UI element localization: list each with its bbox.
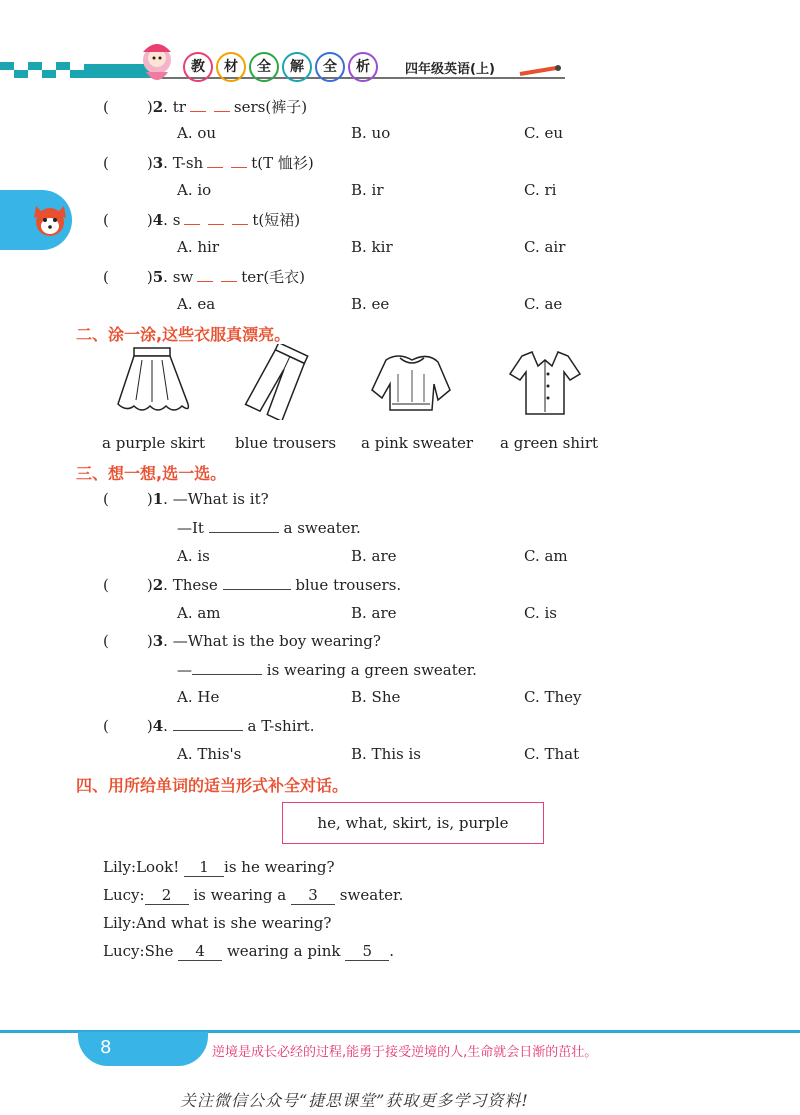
option-b: B. are (351, 547, 397, 565)
part3-question-1: ( )1. —What is it? (103, 490, 269, 508)
part4-title: 四、用所给单词的适当形式补全对话。 (76, 776, 349, 795)
answer-paren-close: ) (146, 154, 153, 172)
question-number: 5 (152, 268, 164, 286)
part3-title: 三、想一想,选一选。 (76, 464, 227, 483)
side-tab (0, 190, 72, 250)
answer-paren-open: ( (103, 98, 109, 116)
page-number-tab (78, 1032, 208, 1066)
option-a: A. is (177, 547, 210, 565)
option-a: A. He (177, 688, 220, 706)
book-title-char-3: 全 (249, 52, 279, 82)
option-a: A. io (177, 181, 212, 199)
option-b: B. This is (351, 745, 421, 763)
page-header (0, 40, 800, 90)
question-number: 1 (152, 490, 164, 508)
answer-paren-open: ( (103, 268, 109, 286)
word-prefix: sw (172, 268, 194, 286)
page-number: 8 (100, 1037, 112, 1058)
answer-paren-close: ) (146, 98, 153, 116)
grade-label: 四年级英语(上) (405, 62, 495, 77)
option-a: A. ea (177, 295, 216, 313)
answer-paren[interactable]: ( (103, 490, 109, 508)
word-prefix: T-sh (172, 154, 204, 172)
option-c: C. am (524, 547, 568, 565)
word-suffix: t(T 恤衫) (251, 154, 314, 172)
blank-letter[interactable] (214, 99, 230, 112)
question-number: 2 (152, 576, 164, 594)
question-text-end: a T-shirt. (247, 717, 315, 735)
blank-letter[interactable] (184, 212, 200, 225)
word-box: he, what, skirt, is, purple (282, 802, 544, 844)
option-c: C. ri (524, 181, 557, 199)
book-title-char-1: 教 (183, 52, 213, 82)
dialogue-text: . (389, 942, 395, 960)
word-suffix: t(短裙) (252, 211, 301, 229)
book-title-char-5: 全 (315, 52, 345, 82)
question-number: 3 (152, 154, 164, 172)
question-number: 4 (152, 211, 164, 229)
option-c: C. eu (524, 124, 564, 142)
dialogue-line-4 (103, 942, 394, 961)
answer-paren-close: ) (146, 268, 153, 286)
blank-letter[interactable] (207, 155, 223, 168)
header-decoration (0, 40, 800, 90)
answer-blank[interactable] (192, 660, 262, 675)
question-number: 4 (152, 717, 164, 735)
question-text: . —What is the boy wearing? (163, 632, 381, 650)
option-a: A. hir (177, 238, 219, 256)
blank-letter[interactable] (231, 155, 247, 168)
answer-paren-open: ( (103, 211, 109, 229)
dialogue-text: Look! (136, 858, 180, 876)
option-c: C. is (524, 604, 557, 622)
option-a: A. This's (177, 745, 242, 763)
option-b: B. ir (351, 181, 384, 199)
answer-paren[interactable]: ( (103, 576, 109, 594)
blank-letter[interactable] (232, 212, 248, 225)
option-b: B. are (351, 604, 397, 622)
option-b: B. uo (351, 124, 391, 142)
answer-blank[interactable] (209, 518, 279, 533)
dialogue-blank-4[interactable]: 4 (178, 942, 222, 961)
speaker-name: Lucy: (103, 886, 145, 904)
answer-blank[interactable] (173, 716, 243, 731)
part3-question-3: ( )3. —What is the boy wearing? (103, 632, 381, 650)
answer-text-end: is wearing a green sweater. (266, 661, 477, 679)
dialogue-blank-2[interactable]: 2 (145, 886, 189, 905)
caption-blue-trousers: blue trousers (235, 434, 337, 452)
answer-text-start: —It (177, 519, 204, 537)
caption-pink-sweater: a pink sweater (361, 434, 474, 452)
option-c: C. air (524, 238, 566, 256)
part3-question-4: ( )4. a T-shirt. (103, 717, 315, 735)
word-prefix: s (172, 211, 181, 229)
shirt-picture[interactable] (508, 346, 582, 418)
speaker-name: Lucy: (103, 942, 145, 960)
dialogue-line-1 (103, 858, 335, 877)
dialogue-text: She (144, 942, 174, 960)
answer-paren-close: ) (146, 211, 153, 229)
book-title-char-6: 析 (348, 52, 378, 82)
option-a: A. am (177, 604, 221, 622)
answer-text-start: — (177, 661, 192, 679)
part3-question-2: ( )2. These blue trousers. (103, 576, 402, 594)
dialogue-line-2 (103, 886, 403, 905)
dialogue-text: wearing a pink (226, 942, 341, 960)
answer-text-end: a sweater. (283, 519, 361, 537)
option-c: C. That (524, 745, 580, 763)
option-c: C. They (524, 688, 582, 706)
dialogue-text: is he wearing? (224, 858, 335, 876)
word-prefix: tr (172, 98, 186, 116)
caption-green-shirt: a green shirt (500, 434, 599, 452)
answer-paren-open: ( (103, 154, 109, 172)
dialogue-text: is wearing a (193, 886, 287, 904)
part2-title: 二、涂一涂,这些衣服真漂亮。 (76, 325, 291, 344)
fox-mascot-icon (30, 200, 70, 240)
question-number: 3 (152, 632, 164, 650)
dialogue-line-3 (103, 914, 331, 932)
blank-letter[interactable] (190, 99, 206, 112)
question-text: . These (163, 576, 218, 594)
speaker-name: Lily: (103, 914, 137, 932)
blank-letter[interactable] (208, 212, 224, 225)
book-title-char-4: 解 (282, 52, 312, 82)
caption-purple-skirt: a purple skirt (102, 434, 205, 452)
question-number: 2 (152, 98, 164, 116)
dialogue-blank-1[interactable]: 1 (184, 858, 224, 877)
speaker-name: Lily: (103, 858, 137, 876)
answer-blank[interactable] (223, 575, 291, 590)
sweater-picture[interactable] (368, 350, 454, 416)
trousers-picture[interactable] (240, 344, 316, 420)
word-suffix: sers(裤子) (233, 98, 308, 116)
blank-letter[interactable] (197, 269, 213, 282)
dialogue-blank-3[interactable]: 3 (291, 886, 335, 905)
dialogue-text: And what is she wearing? (136, 914, 332, 932)
dialogue-blank-5[interactable]: 5 (345, 942, 389, 961)
answer-paren[interactable]: ( (103, 717, 109, 735)
question-text: . (163, 717, 168, 735)
question-text-end: blue trousers. (295, 576, 402, 594)
option-b: B. kir (351, 238, 393, 256)
word-suffix: ter(毛衣) (241, 268, 306, 286)
book-title-char-2: 材 (216, 52, 246, 82)
option-c: C. ae (524, 295, 563, 313)
skirt-picture[interactable] (110, 346, 194, 418)
wechat-note: 关注微信公众号“捷思课堂”获取更多学习资料! (180, 1091, 529, 1110)
dialogue-text: sweater. (339, 886, 404, 904)
answer-paren[interactable]: ( (103, 632, 109, 650)
option-a: A. ou (177, 124, 217, 142)
option-b: B. ee (351, 295, 390, 313)
footer-motto: 逆境是成长必经的过程,能勇于接受逆境的人,生命就会日渐的茁壮。 (212, 1045, 598, 1060)
question-text: . —What is it? (163, 490, 269, 508)
blank-letter[interactable] (221, 269, 237, 282)
option-b: B. She (351, 688, 401, 706)
